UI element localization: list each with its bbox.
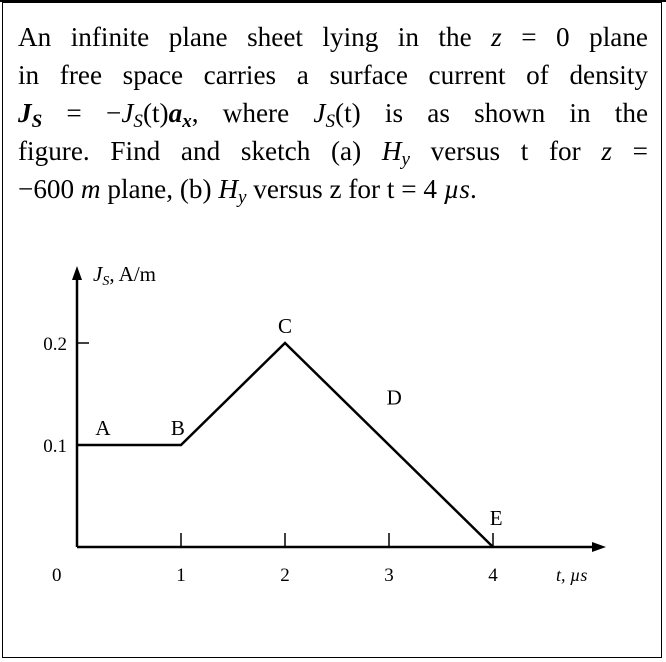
y-axis-label: JS, A/m <box>93 262 157 289</box>
x-axis-label: t, µs <box>556 565 588 585</box>
x-tick-label: 3 <box>384 565 394 586</box>
x-axis-arrow <box>592 542 606 552</box>
series-line-js <box>77 343 493 547</box>
x-tick-label: 1 <box>176 565 186 586</box>
point-label-c: C <box>277 314 293 338</box>
point-label-e: E <box>489 505 503 530</box>
problem-line-2: in free space carries a surface current of density <box>18 60 648 90</box>
point-label-d: D <box>386 385 402 410</box>
point-label-b: B <box>170 416 185 440</box>
origin-label: 0 <box>52 565 62 586</box>
problem-line-4: figure. Find and sketch (a) $H_y$ versus t for z = <box>18 136 648 170</box>
y-tick-label: 0.2 <box>43 334 67 355</box>
problem-line-3: $J_S = -J_S(t)a_x$, where $J_S(t)$ is as shown in the <box>18 98 649 132</box>
point-label-a: A <box>95 416 111 440</box>
x-tick-label: 4 <box>488 565 498 586</box>
problem-line-5: −600 m plane, (b) $H_y$ versus z for t = 4 µs. <box>18 174 477 208</box>
problem-line-1: An infinite plane sheet lying in the z = 0 plane <box>18 22 648 52</box>
y-tick-label: 0.1 <box>43 436 67 457</box>
x-tick-label: 2 <box>280 565 290 586</box>
y-axis-arrow <box>72 266 82 280</box>
